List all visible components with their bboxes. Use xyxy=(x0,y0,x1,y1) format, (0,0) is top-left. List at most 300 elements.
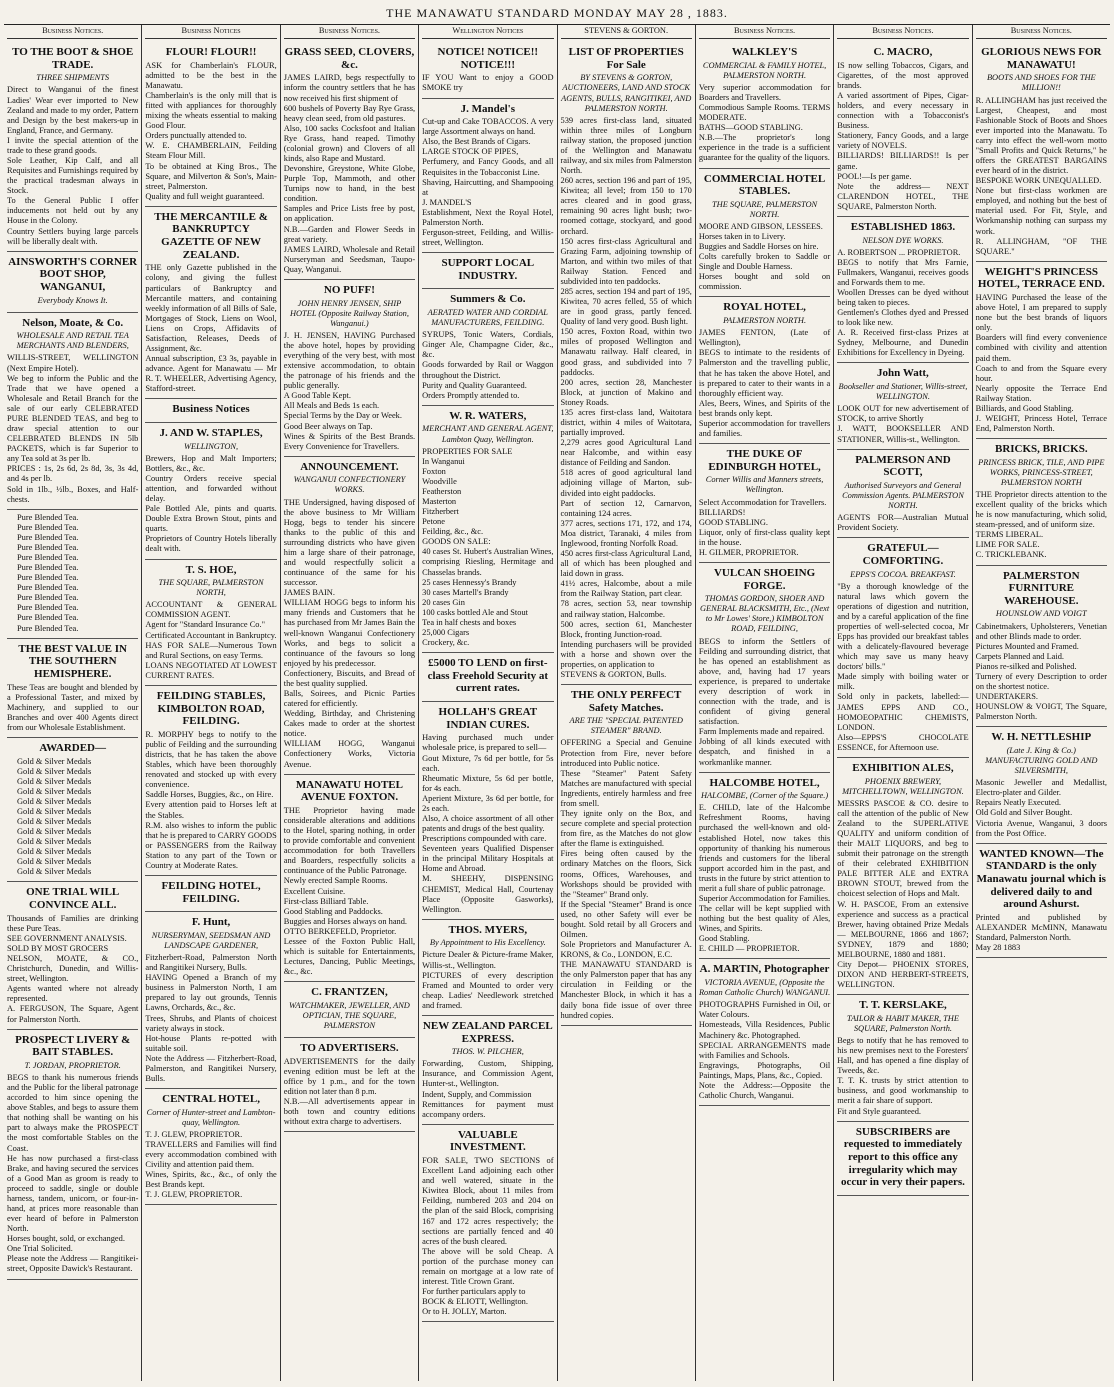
ad-text-line: T. J. GLEW, PROPRIETOR. xyxy=(145,1129,243,1139)
ad-text-line: Sole Proprietors and Manufacturer A. KRONS, & Co., LONDON, E.C. xyxy=(560,940,692,960)
ad-text-line: Petone xyxy=(422,517,445,527)
ad-text-line: May 28 1883 xyxy=(975,943,1021,953)
advertisement xyxy=(976,727,1107,843)
ad-title: £5000 TO LEND on first-class Freehold Security at current rates. xyxy=(427,657,549,695)
ad-text-line: Gentlemen's Clothes dyed and Pressed to look like new. xyxy=(837,308,969,328)
advertisement xyxy=(837,42,968,217)
ad-text-line: Horses bought, sold, or exchanged. xyxy=(7,1234,125,1244)
ad-text-line: Gold & Silver Medals xyxy=(17,756,92,766)
advertisement xyxy=(422,42,553,98)
ad-text-line: 377 acres, sections 171, 172, and 174, Moa district, Taranaki, 4 miles from Inglewood, fronting Norfolk Road. xyxy=(560,518,692,548)
ad-text-line: R. ALLINGHAM, "OF THE SQUARE." xyxy=(975,236,1107,256)
ad-subtitle: HOUNSLOW AND VOIGT xyxy=(995,609,1087,619)
ad-text-line: Boarders will find every convenience combined with civility and attention paid them. xyxy=(975,333,1107,363)
advertisement xyxy=(7,738,138,883)
column-header: Business Notices xyxy=(145,25,276,39)
ad-text-line: LIME FOR SALE. xyxy=(975,540,1040,550)
ad-title: John Watt, xyxy=(877,367,929,380)
advertisement xyxy=(422,406,553,653)
ad-text-line: Repairs Neatly Executed. xyxy=(975,798,1061,808)
ad-text-line: Wedding, Birthday, and Christening Cakes made to order at the shortest notice. xyxy=(283,709,416,739)
advertisement xyxy=(145,423,276,560)
ad-title: ONE TRIAL WILL CONVINCE ALL. xyxy=(26,886,120,912)
ad-text-line: 450 acres first-class Agricultural Land, all of which has been ploughed and laid down in grass. xyxy=(560,549,692,579)
ad-title: PALMERSTON FURNITURE WAREHOUSE. xyxy=(1003,569,1080,607)
ad-text-line: BESPOKE WORK UNEQUALLED. xyxy=(975,176,1102,186)
ad-title: HOLLAH'S GREAT INDIAN CURES. xyxy=(438,706,538,731)
column-header: Business Notices. xyxy=(976,25,1107,39)
ad-text-line: Gold & Silver Medals xyxy=(17,806,92,816)
ad-text-line: Sold only in packets, labelled:— JAMES EPPS AND CO., HOMOEOPATHIC CHEMISTS, LONDON. xyxy=(837,692,969,732)
ad-subtitle: PALMERSTON NORTH. xyxy=(723,316,807,326)
ad-text-line: IF YOU Want to enjoy a GOOD SMOKE try xyxy=(422,73,554,93)
ad-text-line: Horses bought and sold on commission. xyxy=(698,272,831,292)
ad-subtitle: Everybody Knows It. xyxy=(37,295,108,305)
advertisement xyxy=(284,280,415,457)
ad-title: F. Hunt, xyxy=(191,916,231,929)
ad-text-line: Featherston xyxy=(422,486,462,496)
advertisement xyxy=(7,42,138,252)
ad-text-line: Gold & Silver Medals xyxy=(17,847,92,857)
ad-subtitle: WATCHMAKER, JEWELLER, AND OPTICIAN, THE SQUARE, PALMERSTON xyxy=(289,1000,410,1031)
ad-title: Business Notices xyxy=(172,403,250,416)
ad-title: TO ADVERTISERS. xyxy=(300,1042,399,1055)
ad-text-line: Country Settlers buying large parcels will be liberally dealt with. xyxy=(7,226,139,246)
ad-title: Summers & Co. xyxy=(450,293,526,306)
ad-text-line: Orders Promptly attended to. xyxy=(422,390,520,400)
ad-text-line: AGENTS FOR—Australian Mutual Provident Society. xyxy=(837,513,969,533)
ad-text-line: Cabinetmakers, Upholsterers, Venetian and other Blinds made to order. xyxy=(975,621,1107,641)
ad-text-line: Nearly opposite the Terrace End Railway Station. xyxy=(975,383,1107,403)
advertisement xyxy=(284,982,415,1038)
ad-text-line: TERMS LIBERAL. xyxy=(975,530,1044,540)
ad-subtitle: ARE THE "SPECIAL PATENTED STEAMER" BRAND. xyxy=(569,716,683,736)
advertisement xyxy=(422,653,553,702)
ad-text-line: Pure Blended Tea. xyxy=(17,603,79,613)
ad-title: C. FRANTZEN, xyxy=(311,986,388,999)
advertisement xyxy=(699,444,830,563)
ad-text-line: Devonshire, Greystone, White Globe, Purple Top, Mammoth, and other Turnips now to hand, in the best condition. xyxy=(283,164,416,204)
ad-subtitle: THOMAS GORDON, SHOER AND GENERAL BLACKSMITH, Etc., (Next to Mr Lowes' Store,) KIMBOLTON ROAD, FEILDING, xyxy=(699,594,830,634)
ad-text-line: Gold & Silver Medals xyxy=(17,786,92,796)
ad-text-line: Pure Blended Tea. xyxy=(17,542,79,552)
ad-title: NOTICE! NOTICE!! NOTICE!!! xyxy=(437,46,539,71)
ad-title: ANNOUNCEMENT. xyxy=(300,460,399,473)
ad-subtitle: WELLINGTON, xyxy=(184,441,239,451)
ad-text-line: Gold & Silver Medals xyxy=(17,837,92,847)
ad-title: NO PUFF! xyxy=(323,283,375,296)
ad-text-line: Lessee of the Foxton Public Hall, which is suitable for Entertainments, Lectures, Dancing, Public Meetings, &c., &c. xyxy=(283,936,416,977)
ad-title: THE DUKE OF EDINBURGH HOTEL, xyxy=(708,448,821,473)
advertisement xyxy=(837,450,968,539)
ad-subtitle: THE SQUARE, PALMERSTON NORTH, xyxy=(158,578,264,598)
ad-title: THOS. MYERS, xyxy=(448,923,528,936)
advertisement xyxy=(561,42,692,685)
ad-title: Nelson, Moate, & Co. xyxy=(22,316,124,329)
ad-text-line: 40 cases St. Hubert's Australian Wines, comprising Riesling, Hermitage and Chasselas brands. xyxy=(422,547,554,577)
advertisement xyxy=(837,758,968,995)
ad-text-line: Very superior accommodation for Boarders and Travellers. xyxy=(698,82,831,102)
ad-text-line: He has now purchased a first-class Brake, and having secured the services of a Good Man as groom is ready to proceed to saddle, single or double harness, tandem, unicorn, or four-in-hand, at prices more reasonable than ever heard of before in Palmerston North. xyxy=(7,1153,139,1234)
ad-text-line: J. MANDEL'S xyxy=(422,197,472,207)
advertisement xyxy=(422,1016,553,1125)
ad-text-line: A. FERGUSON, The Square, Agent for Palmerston North. xyxy=(7,1004,139,1024)
ad-text-line: ACCOUNTANT & GENERAL COMMISSION AGENT. xyxy=(145,600,277,620)
ad-title: GLORIOUS NEWS FOR MANAWATU! xyxy=(981,46,1102,71)
ad-text-line: These "Steamer" Patent Safety Matches are manufactured with special Ingredients, entirely harmless and free from smell. xyxy=(560,768,692,808)
ad-text-line: The above will be sold Cheap. A portion of the purchase money can remain on mortgage at a low rate of interest. Title Crown Grant. xyxy=(422,1246,554,1286)
ad-text-line: JAMES BAIN. xyxy=(283,588,335,598)
advertisement xyxy=(284,1038,415,1132)
ad-text-line: Ferguson-street, Feilding, and Willis-street, Wellington. xyxy=(422,228,554,248)
ad-text-line: Pure Blended Tea. xyxy=(17,552,79,562)
advertisement xyxy=(422,253,553,289)
ad-text-line: Orders punctually attended to. xyxy=(145,131,247,141)
ad-text-line: Engravings, Photographs, Oil Paintings, Maps, Plans, &c., Copied. xyxy=(698,1060,831,1080)
advertisement xyxy=(837,217,968,364)
ad-text-line: Note the Address:—Opposite the Catholic Church, Wanganui. xyxy=(698,1080,831,1100)
column-header: Business Notices. xyxy=(7,25,138,39)
advertisement xyxy=(699,169,830,298)
ad-text-line: Wines, Spirits, &c., &c., of only the Best Brands kept. xyxy=(145,1170,277,1190)
advertisement xyxy=(422,702,553,920)
ad-text-line: Pictures Mounted and Framed. xyxy=(975,641,1079,651)
advertisement xyxy=(699,773,830,960)
ad-title: LIST OF PROPERTIES For Sale xyxy=(568,46,684,71)
advertisement xyxy=(699,42,830,168)
ad-title: TO THE BOOT & SHOE TRADE. xyxy=(12,46,134,71)
ad-text-line: Select Accommodation for Travellers. xyxy=(698,497,827,507)
ad-text-line: Purity and Quality Guaranteed. xyxy=(422,380,527,390)
ad-title: WALKLEY'S xyxy=(731,46,798,59)
advertisement xyxy=(7,510,138,639)
ad-text-line: Made simply with boiling water or milk. xyxy=(837,672,969,692)
advertisement xyxy=(145,912,276,1089)
ad-text-line: WILLIAM HOGG begs to inform his many friends and Customers that he has purchased from Mr James Bain the well-known Wanganui Confectionery Works, and begs to solicit a continuance of the favours so long enjoyed by his predecessor. xyxy=(283,598,416,668)
ad-text-line: Saddle Horses, Buggies, &c., on Hire. xyxy=(145,790,274,800)
ad-text-line: Ales, Beers, Wines, and Spirits of the best brands only kept. xyxy=(698,398,831,418)
ad-text-line: Pale Bottled Ale, pints and quarts. Double Extra Brown Stout, pints and quarts. xyxy=(145,504,277,534)
ad-title: CENTRAL HOTEL, xyxy=(162,1093,260,1106)
ad-text-line: Billiards, and Good Stabling. xyxy=(975,403,1074,413)
column-4 xyxy=(418,25,556,1381)
ad-text-line: Homesteads, Villa Residences, Public Machinery &c. Photographed. xyxy=(698,1020,831,1040)
ad-text-line: BILLIARDS! xyxy=(698,507,746,517)
ad-text-line: SEE GOVERNMENT ANALYSIS. xyxy=(7,933,127,943)
ad-text-line: THE Proprietor directs attention to the excellent quality of the bricks which he is now manufacturing, which solid, steam-pressed, and of uniform size. xyxy=(975,490,1107,530)
ad-text-line: Masterton xyxy=(422,496,457,506)
ad-text-line: Gout Mixture, 7s 6d per bottle, for 5s each. xyxy=(422,753,554,773)
ad-subtitle: BOOTS AND SHOES FOR THE MILLION!! xyxy=(986,73,1096,93)
ad-title: FEILDING HOTEL, FEILDING. xyxy=(161,879,261,905)
ad-text-line: Foxton xyxy=(422,466,446,476)
ad-text-line: Feilding, &c., &c. xyxy=(422,527,484,537)
ad-text-line: Agent for "Standard Insurance Co." xyxy=(145,620,266,630)
ad-text-line: HAVING Opened a Branch of my business in Palmerston North, I am prepared to lay out grounds, Tennis Lawns, Orchards, &c., &c. xyxy=(145,973,277,1013)
column-7 xyxy=(833,25,971,1381)
ad-title: GRASS SEED, CLOVERS, &c. xyxy=(284,46,415,71)
ad-text-line: 518 acres of good agricultural land adjoining village of Marton, sub-divided into eight paddocks. xyxy=(560,468,692,498)
ad-title: GRATEFUL—COMFORTING. xyxy=(862,542,944,567)
ad-text-line: Pure Blended Tea. xyxy=(17,512,79,522)
advertisement xyxy=(145,207,276,400)
column-header: Business Notices. xyxy=(284,25,415,39)
ad-text-line: SOLD BY MOST GROCERS xyxy=(7,944,109,953)
ad-text-line: Agents wanted where not already represented. xyxy=(7,984,139,1004)
ad-text-line: City Depot— PHOENIX STORES, DIXON AND HERBERT-STREETS, WELLINGTON. xyxy=(837,959,969,990)
ad-text-line: Indent, Supply, and Commission xyxy=(422,1089,532,1099)
ad-text-line: C. TRICKLEBANK. xyxy=(975,550,1047,560)
ad-subtitle: (Late J. King & Co.) MANUFACTURING GOLD AND SILVERSMITH, xyxy=(985,745,1098,776)
ad-text-line: Old Gold and Silver Bought. xyxy=(975,808,1073,818)
ad-text-line: TRAVELLERS and Families will find every accommodation combined with Civility and attention paid them. xyxy=(145,1139,277,1170)
ad-text-line: Sold in 1lb., ½lb., Boxes, and Half-chests. xyxy=(7,484,139,504)
advertisement xyxy=(561,685,692,1026)
ad-title: ESTABLISHED 1863. xyxy=(850,220,956,233)
advertisement xyxy=(145,876,276,912)
ad-text-line: H. GILMER, PROPRIETOR. xyxy=(698,547,799,557)
ad-text-line: M. SHEEHY, DISPENSING CHEMIST, Medical Hall, Courtenay Place (Opposite Gasworks), Wellington. xyxy=(422,874,554,914)
ad-text-line: BEGS to notify that Mrs Farnie, Fullmakers, Wanganui, receives goods and Forwards them to me. xyxy=(837,257,969,287)
ad-text-line: E. CHILD, late of the Halcombe Refreshment Rooms, having purchased the well-known and old-established Hotel, now takes this opportunity of thanking his numerous friends and customers for the liberal support accorded him in the past, and trusts in the future by strict attention to merit a full share of public patronage. xyxy=(698,803,831,893)
ad-title: A. MARTIN, Photographer xyxy=(699,963,830,976)
advertisement xyxy=(837,363,968,449)
ad-text-line: A. ROBERTSON ... PROPRIETOR. xyxy=(837,247,961,257)
ad-text-line: Woodville xyxy=(422,476,457,486)
ad-subtitle: WHOLESALE AND RETAIL TEA MERCHANTS AND BLENDERS, xyxy=(16,331,129,351)
ad-subtitle: WANGANUI CONFECTIONERY WORKS. xyxy=(293,475,406,495)
ad-title: AWARDED— xyxy=(39,741,106,754)
ad-text-line: 539 acres first-class land, situated within three miles of Longburn railway station, the proposed junction of the Wellington and Manawatu railway, and six miles from Palmerston North. xyxy=(560,115,692,176)
ad-text-line: PROPERTIES FOR SALE xyxy=(422,446,513,456)
ad-text-line: 100 casks bottled Ale and Stout xyxy=(422,607,528,617)
ad-text-line: Excellent Cuisine. xyxy=(283,886,346,896)
ad-text-line: Gold & Silver Medals xyxy=(17,857,92,867)
ad-text-line: Masonic Jeweller and Medallist, Electro-plater and Gilder. xyxy=(975,778,1107,798)
advertisement xyxy=(422,920,553,1016)
ad-text-line: 20 cases Gin xyxy=(422,597,465,607)
advertisement xyxy=(699,297,830,444)
ad-title: WANTED KNOWN—The STANDARD is the only Manawatu journal which is delivered daily to and around Ashurst. xyxy=(976,847,1106,911)
ad-text-line: BOCK & ELIOTT, Wellington. xyxy=(422,1297,528,1307)
ad-text-line: A varied assortment of Pipes, Cigar-holders, and every necessary in connection with a Tobacconist's Business. xyxy=(837,90,969,131)
advertisement xyxy=(422,1125,553,1323)
ad-title: W. R. WATERS, xyxy=(449,409,527,422)
ad-text-line: SPECIAL ARRANGEMENTS made with Families and Schools. xyxy=(698,1040,831,1060)
advertisement xyxy=(837,538,968,758)
ad-subtitle: THOS. W. PILCHER, xyxy=(451,1047,524,1057)
ad-text-line: JAMES LAIRD, begs respectfully to inform the country settlers that he has now received his first shipment of xyxy=(283,73,416,103)
ad-text-line: BEGS to thank his numerous friends and the Public for the liberal patronage accorded to him since opening the above Stables, and begs to assure them that nothing shall be wanting on his part to always make the PROSPECT the most comfortable Stables on the Coast. xyxy=(7,1072,139,1153)
ad-text-line: Trees, Shrubs, and Plants of choicest variety always in stock. xyxy=(145,1013,277,1033)
ad-text-line: T. T. K. trusts by strict attention to business, and good workmanship to merit a fair share of support. xyxy=(837,1076,969,1106)
ad-text-line: T. J. GLEW, PROPRIETOR. xyxy=(145,1190,243,1200)
advertisement xyxy=(976,42,1107,262)
ad-text-line: Fires being often caused by the ordinary Matches on the floors, Sick rooms, Offices, Warehouses, and Workshops should be provided with the "Steamer" Brand only. xyxy=(560,849,692,899)
ad-text-line: Fitzherbert xyxy=(422,507,459,517)
ad-text-line: Woollen Dresses can be dyed without being taken to pieces. xyxy=(837,287,969,307)
ad-text-line: Thousands of Families are drinking these Pure Teas. xyxy=(7,913,139,933)
ad-text-line: FOR SALE, TWO SECTIONS of Excellent Land adjoining each other and well watered, situate in the Kiwitea Block, about 11 miles from Feilding, numbered 203 and 204 on the plan of the said Block, comprising 167 and 172 acres respectively; the sections are partially fenced and 40 acres of the bush cleared. xyxy=(422,1156,554,1246)
ad-title: FEILDING STABLES, KIMBOLTON ROAD, FEILDING. xyxy=(156,689,266,728)
advertisement xyxy=(7,882,138,1029)
ad-text-line: Sole Leather, Kip Calf, and all Requisites and Furnishings required by the practical tradesman always in Stock. xyxy=(7,155,139,196)
ad-subtitle: AERATED WATER AND CORDIAL MANUFACTURERS, FEILDING. xyxy=(427,308,548,328)
ad-text-line: Commodious Sample Rooms. TERMS MODERATE. xyxy=(698,103,831,123)
ad-text-line: Balls, Soirees, and Picnic Parties catered for efficiently. xyxy=(283,689,416,709)
ad-text-line: HAVING Purchased the lease of the above Hotel, I am prepared to supply none but the best brands of liquors only. xyxy=(975,293,1107,333)
ad-text-line: 600 bushels of Poverty Bay Rye Grass, heavy clean seed, from old pastures. xyxy=(283,103,416,123)
advertisement xyxy=(145,1089,276,1205)
ad-text-line: MESSRS PASCOE & CO. desire to call the attention of the public of New Zealand to the SUPERLATIVE QUALITY and uniform condition of their MALT LIQUORS, and beg to submit their patronage on the strength of their celebrated EXHIBITION PALE BITTER ALE and EXTRA BROWN STOUT, brewed from the choicest selection of Hops and Malt. xyxy=(837,798,969,899)
ad-text-line: A. R. Received first-class Prizes at Sydney, Melbourne, and Dunedin Exhibitions for Excellency in Dyeing. xyxy=(837,328,969,358)
ad-title: MANAWATU HOTEL AVENUE FOXTON. xyxy=(295,778,403,804)
ad-text-line: Colts carefully broken to Saddle or Single and Double Harness. xyxy=(698,252,831,272)
ad-text-line: Proprietors of Country Hotels liberally dealt with. xyxy=(145,534,277,554)
ad-text-line: Begs to notify that he has removed to his new premises next to the Foresters' Hall, and has opened a fine display of Tweeds, &c. xyxy=(837,1036,969,1076)
ad-text-line: 30 cases Martell's Brandy xyxy=(422,587,509,597)
ad-text-line: Hot-house Plants re-potted with suitable soil. xyxy=(145,1033,277,1053)
ad-text-line: THE only Gazette published in the colony, and giving the fullest particulars of Bankruptcy and Mercantile matters, and containing weekly information of all Bills of Sale, Mortgages of Stock, Liens on Wool, Liens on Crops, Affidavits of Satisfaction, Releases, Deeds of Assignment, &c. xyxy=(145,263,277,353)
ad-text-line: Pianos re-silked and Polished. xyxy=(975,661,1077,671)
ad-text-line: Gold & Silver Medals xyxy=(17,827,92,837)
ad-text-line: NELSON, MOATE, & CO., Christchurch, Dunedin, and Willis-street, Wellington. xyxy=(7,954,139,984)
ad-text-line: R.M. also wishes to inform the public that he is prepared to CARRY GOODS or PASSENGERS from the Railway Station to any part of the Town or Country at Moderate Rates. xyxy=(145,820,277,870)
ad-text-line: "By a thorough knowledge of the natural laws which govern the operations of digestion and nutrition, and by a careful application of the fine properties of well-selected cocoa, Mr Epps has provided our breakfast tables with a delicately-flavoured beverage which may save us many heavy doctors' bills." xyxy=(837,581,969,672)
ad-text-line: Good Stabling. xyxy=(698,934,750,944)
ad-text-line: Buggies and Horses always on hand. xyxy=(283,916,408,926)
ad-text-line: Pure Blended Tea. xyxy=(17,623,79,633)
ad-text-line: I invite the special attention of the trade to these grand goods. xyxy=(7,135,139,155)
ad-text-line: THE MANAWATU STANDARD is the only Palmerston paper that has any circulation in Feilding or the Manchester Block, in which it has a daily bona fide issue of over three hundred copies. xyxy=(560,960,692,1020)
advertisement xyxy=(699,959,830,1106)
ad-text-line: 500 acres, section 61, Manchester Block, fronting Junction-road. xyxy=(560,619,692,639)
ad-text-line: Crockery, &c. xyxy=(422,638,470,648)
ad-title: J. AND W. STAPLES, xyxy=(159,427,263,440)
ad-text-line: JAMES LAIRD, Wholesale and Retail Nurseryman and Seedsman, Taupo-Quay, Wanganui. xyxy=(283,244,416,274)
ad-text-line: Good Beer always on Tap. xyxy=(283,421,373,431)
ad-subtitle: Corner of Hunter-street and Lambton-quay, Wellington. xyxy=(146,1107,276,1127)
ad-text-line: Buggies and Saddle Horses on hire. xyxy=(698,242,819,252)
ad-text-line: Remittances for payment must accompany orders. xyxy=(422,1099,554,1119)
ad-title: WEIGHT'S PRINCESS HOTEL, TERRACE END. xyxy=(977,265,1105,291)
advertisement xyxy=(837,1122,968,1196)
ad-text-line: Gold & Silver Medals xyxy=(17,776,92,786)
advertisement xyxy=(145,686,276,876)
ad-subtitle: VICTORIA AVENUE, (Opposite the Roman Catholic Church) WANGANUI. xyxy=(698,978,831,998)
ad-text-line: HAS FOR SALE—Numerous Town and Rural Sections, on easy Terms. xyxy=(145,640,277,660)
ad-text-line: MOORE AND GIBSON, LESSEES. xyxy=(698,221,823,231)
ad-text-line: PRICES : 1s, 2s 6d, 2s 8d, 3s, 3s 4d, and 4s per lb. xyxy=(7,464,139,484)
ad-text-line: Prescriptions compounded with care. xyxy=(422,834,547,844)
ad-text-line: Pure Blended Tea. xyxy=(17,563,79,573)
ad-text-line: HOUNSLOW & VOIGT, The Square, Palmerston North. xyxy=(975,702,1107,722)
ad-subtitle: HALCOMBE, (Corner of the Square.) xyxy=(700,791,829,801)
ad-text-line: R. ALLINGHAM has just received the Largest, Cheapest, and most Fashionable Stock of Boots and Shoes ever imported into the Manawatu. To carry into effect the well-worn motto "Small Profits and Quick Returns," he offers the GREATEST BARGAINS ever heard of in the district. xyxy=(975,95,1107,176)
ad-title: VULCAN SHOEING FORGE. xyxy=(713,566,816,592)
column-header: Business Notices. xyxy=(837,25,968,39)
ad-text-line: Gold & Silver Medals xyxy=(17,817,92,827)
ad-title: AINSWORTH'S CORNER BOOT SHOP, WANGANUI, xyxy=(8,255,138,293)
ad-text-line: W. H. PASCOE, From an extensive experience and success as a practical Brewer, having obtained Prize Medals— MELBOURNE, 1866 and 1867; SYDNEY, 1879 and 1880; MELBOURNE, 1880 and 1881. xyxy=(837,899,969,959)
advertisement xyxy=(7,639,138,738)
ad-text-line: Wines & Spirits of the Best Brands. Every Convenience for Travellers. xyxy=(283,431,416,451)
ad-subtitle: EPPS'S COCOA. BREAKFAST. xyxy=(850,569,956,579)
ad-text-line: LARGE STOCK OF PIPES, xyxy=(422,147,519,157)
ad-title: THE MERCANTILE & BANKRUPTCY GAZETTE OF NEW ZEALAND. xyxy=(154,210,268,261)
ad-subtitle: THREE SHIPMENTS xyxy=(36,73,110,83)
ad-text-line: None but first-class workmen are employed, and nothing but the best of material used. For Fit, Style, and Workmanship nothing can surpass my work. xyxy=(975,186,1107,236)
ad-subtitle: TAILOR & HABIT MAKER, THE SQUARE, Palmerston North. xyxy=(846,1013,959,1033)
ad-subtitle: Authorised Surveyors and General Commission Agents. PALMERSTON NORTH. xyxy=(842,480,964,511)
ad-text-line: IS now selling Tobaccos, Cigars, and Cigarettes, of the most approved brands. xyxy=(837,60,969,90)
ad-text-line: All Meals and Beds 1s each. xyxy=(283,401,380,411)
ad-text-line: Perfumery, and Fancy Goods, and all Requisites in the Tobacconist Line. xyxy=(422,157,554,177)
ad-subtitle: JOHN HENRY JENSEN, SHIP HOTEL (Opposite Railway Station, Wanganui.) xyxy=(289,298,409,328)
ad-text-line: Turnery of every Description to order on the shortest notice. xyxy=(975,671,1107,692)
ad-text-line: BEGS to intimate to the residents of Palmerston and the travelling public, that he has taken the above Hotel, and is prepared to cater to their wants in a thoroughly efficient way. xyxy=(698,348,831,398)
advertisement xyxy=(284,457,415,775)
column-header: Business Notices. xyxy=(699,25,830,39)
newspaper-page xyxy=(4,24,1110,1381)
ad-subtitle: BY STEVENS & GORTON, AUCTIONEERS, LAND AND STOCK AGENTS, BULLS, RANGITIKEI, AND PALMERSTON NORTH. xyxy=(561,73,692,113)
ad-text-line: PICTURES of every description Framed and Mounted to order very cheap. Ladies' Needlework stretched and framed. xyxy=(422,970,554,1010)
column-header: Wellington Notices xyxy=(422,25,553,39)
ad-subtitle: THE SQUARE, PALMERSTON NORTH. xyxy=(712,199,818,219)
ad-text-line: W. E. CHAMBERLAIN, Feilding Steam Flour Mill. xyxy=(145,141,277,161)
ad-text-line: Certificated Accountant in Bankruptcy. xyxy=(145,630,277,640)
ad-text-line: 41½ acres, Halcombe, about a mile from the Railway Station, part clear. xyxy=(560,579,692,599)
ad-title: EXHIBITION ALES, xyxy=(852,761,954,774)
ad-subtitle: Corner Willis and Manners streets, Wellington. xyxy=(705,475,824,495)
ad-text-line: 78 acres, section 53, near township and railway station, Halcombe. xyxy=(560,599,692,619)
column-2 xyxy=(141,25,279,1381)
ad-text-line: Every attention paid to Horses left at the Stables. xyxy=(145,800,277,820)
advertisement xyxy=(145,399,276,423)
ad-text-line: BILLIARDS! BILLIARDS!! Is per game. xyxy=(837,151,969,171)
advertisement xyxy=(284,775,415,983)
ad-text-line: Fit and Style guaranteed. xyxy=(837,1106,921,1116)
ad-title: W. H. NETTLESHIP xyxy=(991,731,1092,744)
advertisement xyxy=(145,42,276,207)
ad-title: FLOUR! FLOUR!! xyxy=(165,46,257,59)
ad-text-line: To be obtained at King Bros., The Square, and Milverton & Son's, Main-street, Palmerston. xyxy=(145,161,277,191)
ad-text-line: Pure Blended Tea. xyxy=(17,532,79,542)
advertisement xyxy=(976,262,1107,439)
ad-text-line: Good Stabling and Paddocks. xyxy=(283,906,383,916)
ad-text-line: One Trial Solicited. xyxy=(7,1244,73,1254)
ad-title: HALCOMBE HOTEL, xyxy=(709,776,820,789)
ad-text-line: Direct to Wanganui of the finest Ladies' Wear ever imported to New Zealand and made to my order, Pattern and Design by the best makers-up in England, France, and Germany. xyxy=(7,85,139,135)
ad-text-line: Liquor, only of first-class quality kept in the house. xyxy=(698,527,831,547)
ad-text-line: 200 acres, section 28, Manchester Block, at junction of Makino and Stoney Roads. xyxy=(560,377,692,407)
ad-text-line: N.B.—The proprietor's long experience in the trade is a sufficient guarantee for the quality of the liquors. xyxy=(698,133,831,163)
ad-text-line: 150 acres, Foxton Road, within two miles of proposed Wellington and Manawatu railway. Half cleared, in good grass, and subdivided into 7 paddocks. xyxy=(560,327,692,377)
ad-text-line: Horses taken in to Livery. xyxy=(698,232,786,242)
ad-text-line: J. WEIGHT, Princess Hotel, Terrace End, Palmerston North. xyxy=(975,413,1107,434)
ad-text-line: THE Undersigned, having disposed of the above business to Mr William Hogg, begs to tender his sincere thanks to the public of this and surrounding districts who have given him a large share of their patronage, and would respectfully solicit a continuance of the same for his successor. xyxy=(283,497,416,588)
column-5 xyxy=(557,25,695,1381)
ad-text-line: STEVENS & GORTON, Bulls. xyxy=(560,669,667,679)
advertisement xyxy=(837,995,968,1121)
ad-text-line: 2,279 acres good Agricultural Land near Halcombe, and within easy distance of Feilding and Sandon. xyxy=(560,438,692,468)
ad-title: ROYAL HOTEL, xyxy=(723,301,806,314)
ad-text-line: R. MORPHY begs to notify to the public of Feilding and the surrounding districts, that he has taken the above Stables, which have been thoroughly renovated and stocked up with every convenience. xyxy=(145,729,277,790)
ad-text-line: They ignite only on the Box, and secure complete and special protection from fire, as the Matches do not glow after the flame is extinguished. xyxy=(560,809,692,849)
masthead: THE MANAWATU STANDARD MONDAY MAY 28 , 1883. xyxy=(386,6,728,20)
ad-text-line: We beg to inform the Public and the Trade that we have opened a Wholesale and Retail Branch for the sale of our early CELEBRATED PURE BLENDED TEAS, and beg to draw special attention to our CELEBRATED BLENDS IN 5lb PACKETS, which is far Superior to any Tea sold at 3s per lb. xyxy=(7,373,139,464)
ad-text-line: POOL!—Is per game. xyxy=(837,171,912,181)
